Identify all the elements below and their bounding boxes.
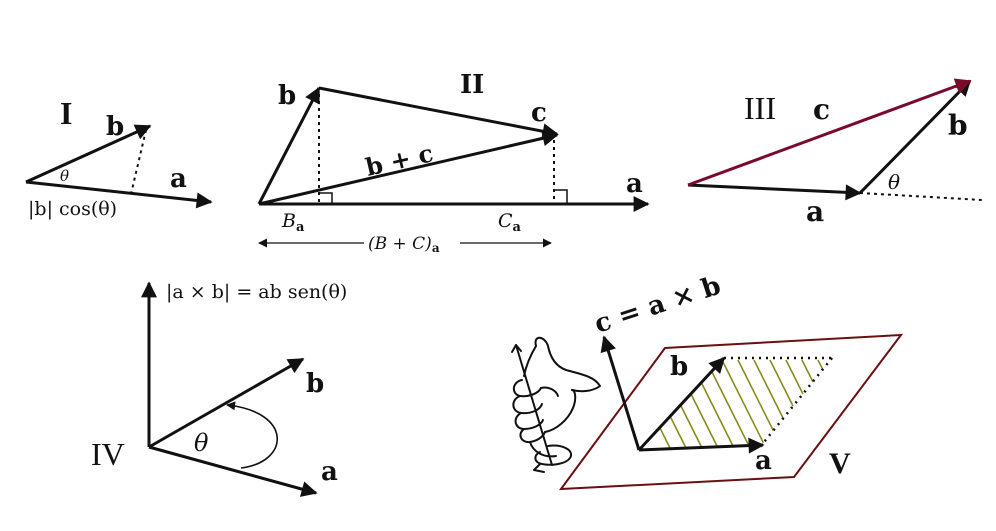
- panel-iv-numeral: IV: [91, 436, 125, 472]
- panel-ii-label-sum-proj: (B + C)a: [368, 234, 440, 255]
- panel-iii-extension: [860, 193, 982, 200]
- panel-ii-label-c: c: [531, 98, 547, 128]
- panel-iii: [688, 81, 982, 228]
- panel-ii-label-b-proj: $B_a$: [282, 210, 305, 235]
- panel-iii-label-b: b: [948, 109, 968, 142]
- panel-iv-label-b: b: [306, 369, 325, 399]
- panel-v-cross-label: c = a × b: [590, 270, 725, 340]
- panel-iv-theta: θ: [194, 429, 209, 457]
- right-hand-rule-icon: [512, 338, 600, 472]
- panel-i-theta: θ: [60, 167, 70, 185]
- panel-iii-label-a: a: [806, 195, 825, 228]
- panel-ii-vector-c: [319, 88, 557, 134]
- panel-ii-right-angle-b: [319, 193, 332, 204]
- panel-v-label-b: b: [670, 352, 689, 382]
- panel-i-label-b: b: [106, 112, 125, 142]
- panel-iii-numeral: III: [744, 90, 776, 126]
- panel-i-vector-b: [26, 126, 150, 182]
- panel-ii-label-b: b: [278, 81, 297, 111]
- panel-ii-numeral: II: [460, 70, 485, 100]
- panel-v-dotted-edge-side: [760, 358, 832, 447]
- panel-iv-vector-b: [149, 359, 303, 447]
- panel-v-numeral: V: [829, 447, 851, 480]
- panel-v-vector-cross: [604, 337, 639, 450]
- panel-i-numeral: I: [60, 95, 73, 131]
- panel-iii-theta: θ: [888, 170, 901, 194]
- panel-ii-label-b-plus-c: b + c: [362, 138, 436, 182]
- panel-ii: [259, 70, 648, 255]
- panel-ii-label-a: a: [626, 169, 643, 199]
- panel-iv-vector-a: [149, 447, 316, 493]
- panel-iii-label-c: c: [813, 93, 831, 126]
- panel-v: [512, 271, 901, 489]
- panel-iv-magnitude-formula: |a × b| = ab sen(θ): [166, 281, 348, 303]
- panel-iv: [91, 281, 347, 493]
- panel-i-projection-line: [131, 130, 146, 194]
- panel-iv-label-a: a: [321, 457, 338, 487]
- panel-i-projection-label: |b| cos(θ): [28, 198, 118, 220]
- panel-ii-right-angle-c: [554, 190, 567, 204]
- panel-iv-rotation-arc: [227, 405, 277, 468]
- panel-ii-label-c-proj: $C_a$: [498, 210, 521, 235]
- panel-iii-vector-a: [688, 185, 860, 193]
- panel-v-label-a: a: [755, 446, 772, 476]
- panel-i-label-a: a: [170, 164, 187, 194]
- panel-i: [26, 95, 211, 220]
